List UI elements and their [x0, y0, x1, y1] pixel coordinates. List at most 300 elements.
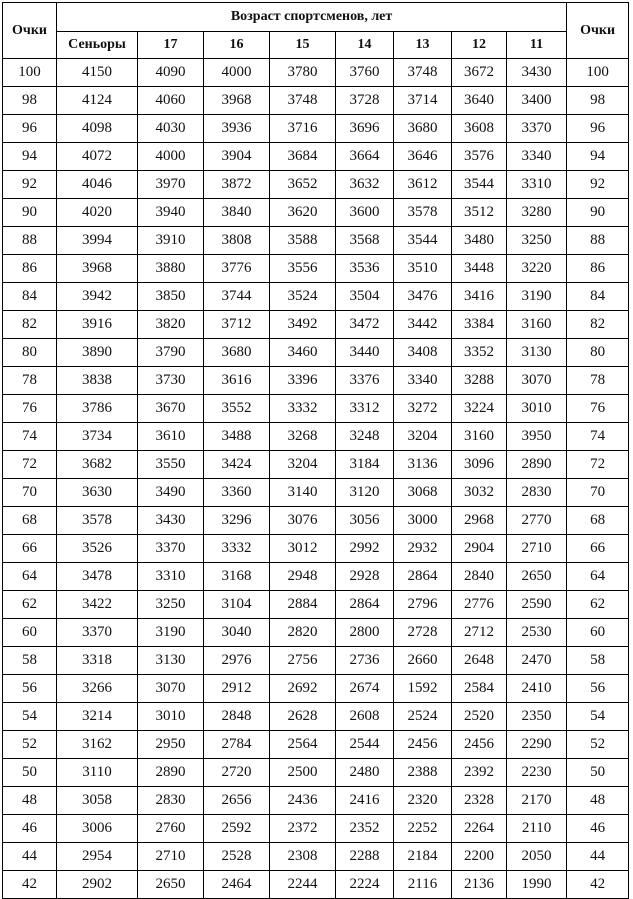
value-cell: 4000 — [204, 59, 270, 87]
points-cell-left: 90 — [3, 199, 57, 227]
value-cell: 2840 — [452, 563, 507, 591]
points-cell-right: 86 — [567, 255, 629, 283]
value-cell: 3916 — [57, 311, 138, 339]
age-column-header: 15 — [270, 32, 336, 59]
points-cell-left: 48 — [3, 787, 57, 815]
value-cell: 3734 — [57, 423, 138, 451]
points-cell-left: 70 — [3, 479, 57, 507]
value-cell: 2864 — [336, 591, 394, 619]
points-cell-left: 80 — [3, 339, 57, 367]
points-cell-right: 52 — [567, 731, 629, 759]
value-cell: 3744 — [204, 283, 270, 311]
value-cell: 3544 — [452, 171, 507, 199]
value-cell: 3510 — [394, 255, 452, 283]
value-cell: 3556 — [270, 255, 336, 283]
points-cell-right: 64 — [567, 563, 629, 591]
points-cell-right: 50 — [567, 759, 629, 787]
value-cell: 3630 — [57, 479, 138, 507]
value-cell: 2456 — [452, 731, 507, 759]
value-cell: 3620 — [270, 199, 336, 227]
value-cell: 3408 — [394, 339, 452, 367]
value-cell: 3552 — [204, 395, 270, 423]
table-row — [3, 619, 629, 647]
value-cell: 2948 — [270, 563, 336, 591]
value-cell: 4000 — [138, 143, 204, 171]
value-cell: 2436 — [270, 787, 336, 815]
value-cell: 3942 — [57, 283, 138, 311]
value-cell: 3442 — [394, 311, 452, 339]
points-cell-left: 94 — [3, 143, 57, 171]
table-row — [3, 87, 629, 115]
value-cell: 2252 — [394, 815, 452, 843]
value-cell: 2904 — [452, 535, 507, 563]
points-cell-left: 54 — [3, 703, 57, 731]
value-cell: 2902 — [57, 871, 138, 899]
age-group-title: Возраст спортсменов, лет — [57, 3, 567, 32]
value-cell: 3664 — [336, 143, 394, 171]
value-cell: 3160 — [507, 311, 567, 339]
points-cell-right: 98 — [567, 87, 629, 115]
table-row — [3, 115, 629, 143]
table-row — [3, 395, 629, 423]
value-cell: 3190 — [138, 619, 204, 647]
value-cell: 3190 — [507, 283, 567, 311]
value-cell: 3430 — [138, 507, 204, 535]
value-cell: 2950 — [138, 731, 204, 759]
value-cell: 3068 — [394, 479, 452, 507]
value-cell: 2530 — [507, 619, 567, 647]
value-cell: 2728 — [394, 619, 452, 647]
table-row — [3, 479, 629, 507]
points-cell-right: 92 — [567, 171, 629, 199]
value-cell: 3578 — [394, 199, 452, 227]
value-cell: 3680 — [204, 339, 270, 367]
points-cell-right: 62 — [567, 591, 629, 619]
table-row — [3, 591, 629, 619]
value-cell: 3130 — [138, 647, 204, 675]
value-cell: 3716 — [270, 115, 336, 143]
points-cell-right: 46 — [567, 815, 629, 843]
age-column-header: 12 — [452, 32, 507, 59]
value-cell: 3312 — [336, 395, 394, 423]
value-cell: 3880 — [138, 255, 204, 283]
points-cell-right: 60 — [567, 619, 629, 647]
points-cell-left: 58 — [3, 647, 57, 675]
age-column-header: Сеньоры — [57, 32, 138, 59]
value-cell: 3332 — [270, 395, 336, 423]
points-cell-right: 100 — [567, 59, 629, 87]
table-header — [3, 3, 629, 59]
table-row — [3, 367, 629, 395]
points-header-right: Очки — [567, 3, 629, 59]
table-row — [3, 731, 629, 759]
value-cell: 3422 — [57, 591, 138, 619]
value-cell: 4098 — [57, 115, 138, 143]
value-cell: 3478 — [57, 563, 138, 591]
points-cell-left: 84 — [3, 283, 57, 311]
value-cell: 3360 — [204, 479, 270, 507]
value-cell: 3504 — [336, 283, 394, 311]
value-cell: 3672 — [452, 59, 507, 87]
points-cell-left: 100 — [3, 59, 57, 87]
points-cell-left: 96 — [3, 115, 57, 143]
table-row — [3, 507, 629, 535]
points-cell-right: 72 — [567, 451, 629, 479]
value-cell: 2184 — [394, 843, 452, 871]
value-cell: 3526 — [57, 535, 138, 563]
table-row — [3, 563, 629, 591]
points-cell-left: 50 — [3, 759, 57, 787]
value-cell: 2388 — [394, 759, 452, 787]
value-cell: 2830 — [138, 787, 204, 815]
value-cell: 2674 — [336, 675, 394, 703]
points-cell-left: 68 — [3, 507, 57, 535]
value-cell: 3204 — [270, 451, 336, 479]
value-cell: 2470 — [507, 647, 567, 675]
value-cell: 2864 — [394, 563, 452, 591]
table-row — [3, 451, 629, 479]
value-cell: 3006 — [57, 815, 138, 843]
value-cell: 3748 — [270, 87, 336, 115]
value-cell: 3968 — [204, 87, 270, 115]
value-cell: 3460 — [270, 339, 336, 367]
value-cell: 3224 — [452, 395, 507, 423]
value-cell: 3850 — [138, 283, 204, 311]
value-cell: 3646 — [394, 143, 452, 171]
value-cell: 2650 — [138, 871, 204, 899]
value-cell: 2224 — [336, 871, 394, 899]
value-cell: 3890 — [57, 339, 138, 367]
value-cell: 2830 — [507, 479, 567, 507]
points-cell-left: 52 — [3, 731, 57, 759]
table-row — [3, 535, 629, 563]
value-cell: 3544 — [394, 227, 452, 255]
value-cell: 3204 — [394, 423, 452, 451]
value-cell: 3712 — [204, 311, 270, 339]
value-cell: 3332 — [204, 535, 270, 563]
points-cell-left: 78 — [3, 367, 57, 395]
value-cell: 3370 — [138, 535, 204, 563]
table-row — [3, 871, 629, 899]
value-cell: 2244 — [270, 871, 336, 899]
value-cell: 2928 — [336, 563, 394, 591]
table-row — [3, 227, 629, 255]
value-cell: 2992 — [336, 535, 394, 563]
value-cell: 2456 — [394, 731, 452, 759]
value-cell: 2584 — [452, 675, 507, 703]
value-cell: 3184 — [336, 451, 394, 479]
value-cell: 3680 — [394, 115, 452, 143]
value-cell: 3248 — [336, 423, 394, 451]
value-cell: 3296 — [204, 507, 270, 535]
value-cell: 3480 — [452, 227, 507, 255]
table-row — [3, 311, 629, 339]
table-row — [3, 255, 629, 283]
value-cell: 3430 — [507, 59, 567, 87]
points-cell-right: 90 — [567, 199, 629, 227]
value-cell: 4060 — [138, 87, 204, 115]
points-cell-right: 66 — [567, 535, 629, 563]
value-cell: 3056 — [336, 507, 394, 535]
value-cell: 3318 — [57, 647, 138, 675]
age-column-header: 16 — [204, 32, 270, 59]
value-cell: 2320 — [394, 787, 452, 815]
value-cell: 3136 — [394, 451, 452, 479]
points-cell-right: 70 — [567, 479, 629, 507]
value-cell: 3370 — [507, 115, 567, 143]
value-cell: 3632 — [336, 171, 394, 199]
points-cell-right: 84 — [567, 283, 629, 311]
value-cell: 3370 — [57, 619, 138, 647]
points-cell-right: 96 — [567, 115, 629, 143]
value-cell: 3400 — [507, 87, 567, 115]
points-cell-right: 78 — [567, 367, 629, 395]
value-cell: 3076 — [270, 507, 336, 535]
points-cell-right: 54 — [567, 703, 629, 731]
value-cell: 2350 — [507, 703, 567, 731]
value-cell: 3250 — [507, 227, 567, 255]
points-cell-left: 42 — [3, 871, 57, 899]
points-cell-left: 86 — [3, 255, 57, 283]
age-column-header: 13 — [394, 32, 452, 59]
value-cell: 3104 — [204, 591, 270, 619]
value-cell: 3472 — [336, 311, 394, 339]
points-cell-left: 64 — [3, 563, 57, 591]
value-cell: 3940 — [138, 199, 204, 227]
value-cell: 3904 — [204, 143, 270, 171]
value-cell: 2308 — [270, 843, 336, 871]
value-cell: 4030 — [138, 115, 204, 143]
table-row — [3, 759, 629, 787]
value-cell: 2848 — [204, 703, 270, 731]
value-cell: 3536 — [336, 255, 394, 283]
value-cell: 3578 — [57, 507, 138, 535]
value-cell: 2520 — [452, 703, 507, 731]
points-cell-right: 94 — [567, 143, 629, 171]
value-cell: 3384 — [452, 311, 507, 339]
table-row — [3, 815, 629, 843]
points-cell-right: 82 — [567, 311, 629, 339]
value-cell: 3776 — [204, 255, 270, 283]
value-cell: 4020 — [57, 199, 138, 227]
value-cell: 2328 — [452, 787, 507, 815]
value-cell: 2720 — [204, 759, 270, 787]
value-cell: 3310 — [138, 563, 204, 591]
points-cell-left: 62 — [3, 591, 57, 619]
value-cell: 2290 — [507, 731, 567, 759]
points-cell-left: 82 — [3, 311, 57, 339]
value-cell: 3340 — [394, 367, 452, 395]
value-cell: 3652 — [270, 171, 336, 199]
value-cell: 2656 — [204, 787, 270, 815]
value-cell: 3616 — [204, 367, 270, 395]
value-cell: 2480 — [336, 759, 394, 787]
value-cell: 3492 — [270, 311, 336, 339]
value-cell: 3910 — [138, 227, 204, 255]
value-cell: 3424 — [204, 451, 270, 479]
value-cell: 2912 — [204, 675, 270, 703]
points-cell-right: 88 — [567, 227, 629, 255]
value-cell: 3340 — [507, 143, 567, 171]
value-cell: 2352 — [336, 815, 394, 843]
value-cell: 3524 — [270, 283, 336, 311]
value-cell: 4072 — [57, 143, 138, 171]
score-table — [2, 2, 629, 899]
table-row — [3, 339, 629, 367]
value-cell: 3396 — [270, 367, 336, 395]
points-cell-left: 60 — [3, 619, 57, 647]
value-cell: 3272 — [394, 395, 452, 423]
value-cell: 2756 — [270, 647, 336, 675]
value-cell: 3936 — [204, 115, 270, 143]
value-cell: 2416 — [336, 787, 394, 815]
value-cell: 2372 — [270, 815, 336, 843]
value-cell: 3000 — [394, 507, 452, 535]
value-cell: 2776 — [452, 591, 507, 619]
value-cell: 2170 — [507, 787, 567, 815]
value-cell: 1592 — [394, 675, 452, 703]
value-cell: 2544 — [336, 731, 394, 759]
value-cell: 3670 — [138, 395, 204, 423]
value-cell: 3266 — [57, 675, 138, 703]
table-body — [3, 59, 629, 899]
value-cell: 3808 — [204, 227, 270, 255]
value-cell: 3786 — [57, 395, 138, 423]
points-cell-left: 98 — [3, 87, 57, 115]
value-cell: 3110 — [57, 759, 138, 787]
value-cell: 2784 — [204, 731, 270, 759]
value-cell: 3160 — [452, 423, 507, 451]
points-cell-right: 42 — [567, 871, 629, 899]
value-cell: 2890 — [507, 451, 567, 479]
value-cell: 3310 — [507, 171, 567, 199]
value-cell: 2628 — [270, 703, 336, 731]
value-cell: 2264 — [452, 815, 507, 843]
value-cell: 3730 — [138, 367, 204, 395]
value-cell: 4150 — [57, 59, 138, 87]
value-cell: 2464 — [204, 871, 270, 899]
value-cell: 3838 — [57, 367, 138, 395]
points-cell-left: 66 — [3, 535, 57, 563]
value-cell: 4124 — [57, 87, 138, 115]
points-cell-left: 92 — [3, 171, 57, 199]
value-cell: 2116 — [394, 871, 452, 899]
points-cell-left: 46 — [3, 815, 57, 843]
value-cell: 3608 — [452, 115, 507, 143]
header-row-ages — [3, 32, 629, 59]
age-column-header: 11 — [507, 32, 567, 59]
value-cell: 3288 — [452, 367, 507, 395]
value-cell: 2712 — [452, 619, 507, 647]
value-cell: 3012 — [270, 535, 336, 563]
value-cell: 2890 — [138, 759, 204, 787]
value-cell: 3968 — [57, 255, 138, 283]
value-cell: 3070 — [507, 367, 567, 395]
header-row-top — [3, 3, 629, 32]
value-cell: 2110 — [507, 815, 567, 843]
table-row — [3, 787, 629, 815]
table-row — [3, 171, 629, 199]
value-cell: 3162 — [57, 731, 138, 759]
value-cell: 3600 — [336, 199, 394, 227]
value-cell: 2050 — [507, 843, 567, 871]
value-cell: 3268 — [270, 423, 336, 451]
points-cell-left: 56 — [3, 675, 57, 703]
value-cell: 2660 — [394, 647, 452, 675]
table-row — [3, 283, 629, 311]
value-cell: 2136 — [452, 871, 507, 899]
value-cell: 2800 — [336, 619, 394, 647]
value-cell: 3568 — [336, 227, 394, 255]
value-cell: 2648 — [452, 647, 507, 675]
value-cell: 2392 — [452, 759, 507, 787]
value-cell: 3040 — [204, 619, 270, 647]
value-cell: 2710 — [507, 535, 567, 563]
table-row — [3, 675, 629, 703]
points-cell-right: 56 — [567, 675, 629, 703]
value-cell: 2954 — [57, 843, 138, 871]
points-cell-right: 68 — [567, 507, 629, 535]
value-cell: 2564 — [270, 731, 336, 759]
points-cell-right: 48 — [567, 787, 629, 815]
value-cell: 2592 — [204, 815, 270, 843]
points-cell-right: 44 — [567, 843, 629, 871]
value-cell: 3010 — [507, 395, 567, 423]
value-cell: 2650 — [507, 563, 567, 591]
value-cell: 3352 — [452, 339, 507, 367]
value-cell: 3820 — [138, 311, 204, 339]
value-cell: 3440 — [336, 339, 394, 367]
points-cell-left: 72 — [3, 451, 57, 479]
value-cell: 3840 — [204, 199, 270, 227]
points-header-left: Очки — [3, 3, 57, 59]
value-cell: 2710 — [138, 843, 204, 871]
value-cell: 2796 — [394, 591, 452, 619]
value-cell: 2590 — [507, 591, 567, 619]
points-cell-left: 76 — [3, 395, 57, 423]
value-cell: 2200 — [452, 843, 507, 871]
value-cell: 3416 — [452, 283, 507, 311]
points-cell-right: 58 — [567, 647, 629, 675]
value-cell: 3576 — [452, 143, 507, 171]
value-cell: 2524 — [394, 703, 452, 731]
value-cell: 3682 — [57, 451, 138, 479]
value-cell: 2820 — [270, 619, 336, 647]
value-cell: 3728 — [336, 87, 394, 115]
table-row — [3, 143, 629, 171]
value-cell: 3684 — [270, 143, 336, 171]
age-column-header: 17 — [138, 32, 204, 59]
value-cell: 3058 — [57, 787, 138, 815]
value-cell: 3588 — [270, 227, 336, 255]
value-cell: 3550 — [138, 451, 204, 479]
value-cell: 3490 — [138, 479, 204, 507]
value-cell: 3950 — [507, 423, 567, 451]
points-cell-left: 44 — [3, 843, 57, 871]
points-cell-right: 76 — [567, 395, 629, 423]
value-cell: 3748 — [394, 59, 452, 87]
table-row — [3, 59, 629, 87]
table-row — [3, 423, 629, 451]
value-cell: 2410 — [507, 675, 567, 703]
value-cell: 2500 — [270, 759, 336, 787]
value-cell: 3760 — [336, 59, 394, 87]
points-cell-left: 74 — [3, 423, 57, 451]
value-cell: 2968 — [452, 507, 507, 535]
value-cell: 3120 — [336, 479, 394, 507]
value-cell: 3790 — [138, 339, 204, 367]
value-cell: 2884 — [270, 591, 336, 619]
